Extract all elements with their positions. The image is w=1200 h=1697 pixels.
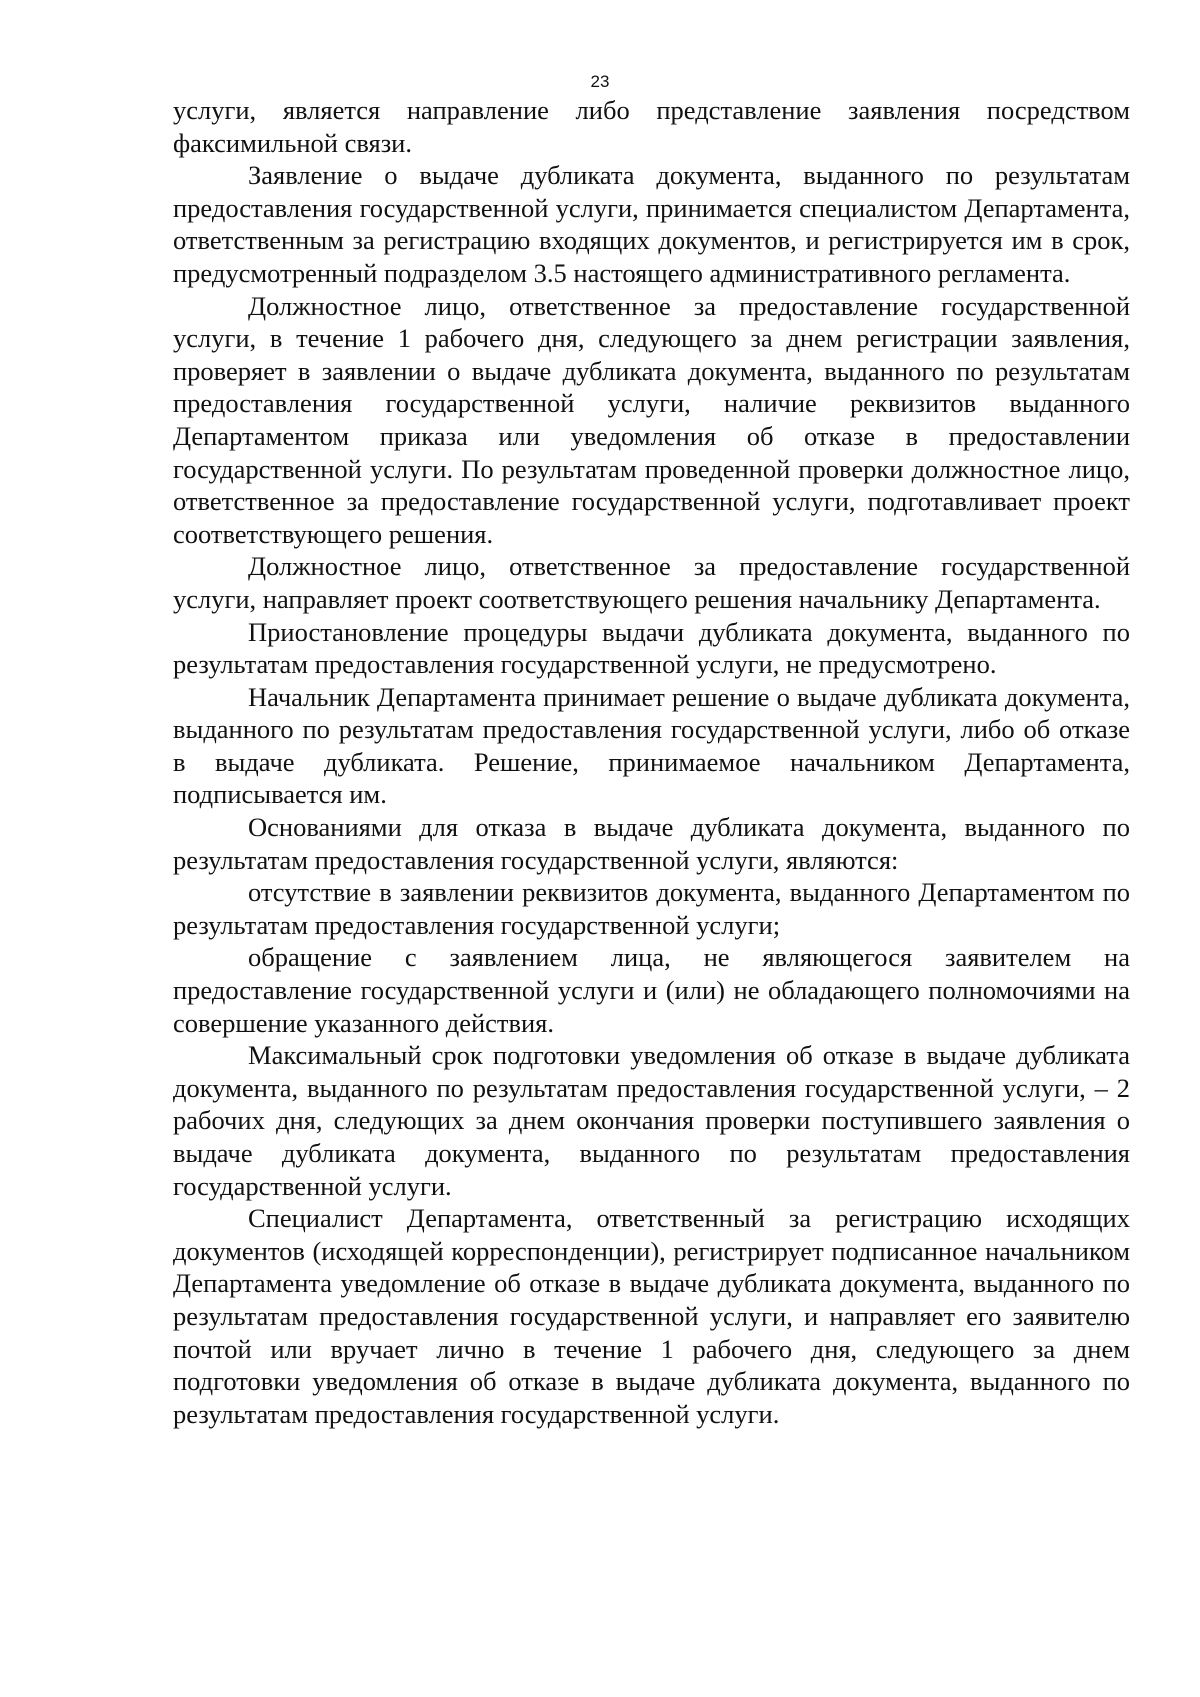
paragraph-continuation: услуги, является направление либо представление заявления посредством факсимильной связи.: [173, 95, 1130, 158]
paragraph: Максимальный срок подготовки уведомления об отказе в выдаче дубликата документа, выданного по результатам предоставления государственной услуги, – 2 рабочих дня, следующих за днем окончания проверки поступившего заявления о выдаче дубликата документа, выданного по результатам предоставления государственной услуги.: [173, 1040, 1130, 1201]
paragraph: Должностное лицо, ответственное за предоставление государственной услуги, направляет проект соответствующего решения начальнику Департамента.: [173, 551, 1130, 614]
list-item: обращение с заявлением лица, не являющегося заявителем на предоставление государственной услуги и (или) не обладающего полномочиями на совершение указанного действия.: [173, 942, 1130, 1038]
document-body: [173, 94, 1130, 1430]
paragraph: Начальник Департамента принимает решение о выдаче дубликата документа, выданного по результатам предоставления государственной услуги, либо об отказе в выдаче дубликата. Решение, принимаемое начальником Департамента, подписывается им.: [173, 681, 1130, 810]
page-number: 23: [590, 72, 610, 91]
paragraph: Заявление о выдаче дубликата документа, выданного по результатам предоставления государственной услуги, принимается специалистом Департамента, ответственным за регистрацию входящих документов, и регистрируется им в срок, предусмотренный подразделом 3.5 настоящего административного регламента.: [173, 160, 1130, 288]
paragraph: Должностное лицо, ответственное за предоставление государственной услуги, в течение 1 рабочего дня, следующего за днем регистрации заявления, проверяет в заявлении о выдаче дубликата документа, выданного по результатам предоставления государственной услуги, наличие реквизитов выданного Департаментом приказа или уведомления об отказе в предоставлении государственной услуги. По результатам проведенной проверки должностное лицо, ответственное за предоставление государственной услуги, подготавливает проект соответствующего решения.: [173, 290, 1130, 549]
paragraph: Специалист Департамента, ответственный за регистрацию исходящих документов (исходящей корреспонденции), регистрирует подписанное начальником Департамента уведомление об отказе в выдаче дубликата документа, выданного по результатам предоставления государственной услуги, и направляет его заявителю почтой или вручает лично в течение 1 рабочего дня, следующего за днем подготовки уведомления об отказе в выдаче дубликата документа, выданного по результатам предоставления государственной услуги.: [173, 1203, 1130, 1429]
paragraph: Приостановление процедуры выдачи дубликата документа, выданного по результатам предоставления государственной услуги, не предусмотрено.: [173, 616, 1130, 680]
paragraph: Основаниями для отказа в выдаче дубликата документа, выданного по результатам предоставления государственной услуги, являются:: [173, 812, 1130, 875]
list-item: отсутствие в заявлении реквизитов документа, выданного Департаментом по результатам предоставления государственной услуги;: [173, 877, 1130, 940]
